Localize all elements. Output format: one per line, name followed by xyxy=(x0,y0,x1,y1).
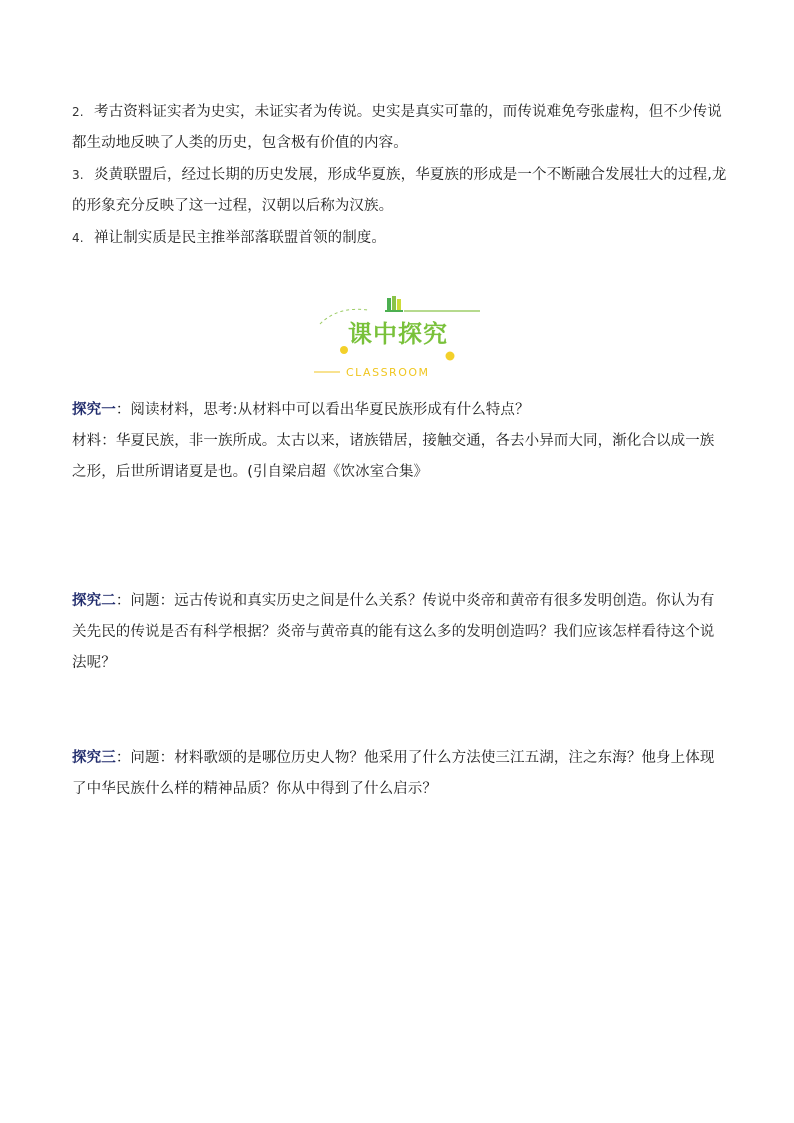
banner-subtitle: CLASSROOM xyxy=(346,366,430,379)
intro-item-text: 炎黄联盟后，经过长期的历史发展，形成华夏族，华夏族的形成是一个不断融合发展壮大的过程,龙的形象充分反映了这一过程，汉朝以后称为汉族。 xyxy=(72,167,727,214)
explore3-block xyxy=(72,743,728,805)
yellow-dot-right xyxy=(446,352,455,361)
explore3-colon: ： xyxy=(115,750,131,766)
explore3-text: 问题：材料歌颂的是哪位历史人物？他采用了什么方法使三江五湖，注之东海？他身上体现了中华民族什么样的精神品质？你从中得到了什么启示？ xyxy=(72,750,715,797)
explore1-material-text: 华夏民族，非一族所成。太古以来，诸族错居，接触交通，各去小异而大同，渐化合以成一族之形，后世所谓诸夏是也。(引自梁启超《饮冰室合集》 xyxy=(72,433,715,480)
intro-item-2 xyxy=(72,97,728,159)
yellow-dot-left xyxy=(340,346,348,354)
books-icon xyxy=(385,296,403,312)
banner-title: 课中探究 xyxy=(348,320,448,348)
section-banner xyxy=(308,290,488,386)
intro-item-3 xyxy=(72,160,728,222)
explore1-block xyxy=(72,395,728,488)
intro-item-text: 禅让制实质是民主推举部落联盟首领的制度。 xyxy=(94,230,386,246)
intro-item-number: 3. xyxy=(72,168,84,182)
explore1-colon: ： xyxy=(115,402,131,418)
intro-item-4 xyxy=(72,223,728,254)
explore1-label: 探究一 xyxy=(72,402,116,418)
explore2-label: 探究二 xyxy=(72,593,116,609)
explore1-material-label: 材料： xyxy=(72,433,116,449)
explore2-block xyxy=(72,586,728,679)
explore3-label: 探究三 xyxy=(72,750,116,766)
explore1-question: 阅读材料，思考:从材料中可以看出华夏民族形成有什么特点？ xyxy=(130,402,530,418)
explore1-question-line xyxy=(72,395,728,426)
explore1-material xyxy=(72,426,728,488)
intro-item-text: 考古资料证实者为史实，未证实者为传说。史实是真实可靠的，而传说难免夸张虚构，但不少传说都生动地反映了人类的历史，包含极有价值的内容。 xyxy=(72,104,722,151)
intro-item-number: 4. xyxy=(72,231,84,245)
explore2-colon: ： xyxy=(115,593,131,609)
explore2-text: 问题：远古传说和真实历史之间是什么关系？传说中炎帝和黄帝有很多发明创造。你认为有关先民的传说是否有科学根据？炎帝与黄帝真的能有这么多的发明创造吗？我们应该怎样看待这个说法呢？ xyxy=(72,593,715,671)
intro-item-number: 2. xyxy=(72,105,84,119)
